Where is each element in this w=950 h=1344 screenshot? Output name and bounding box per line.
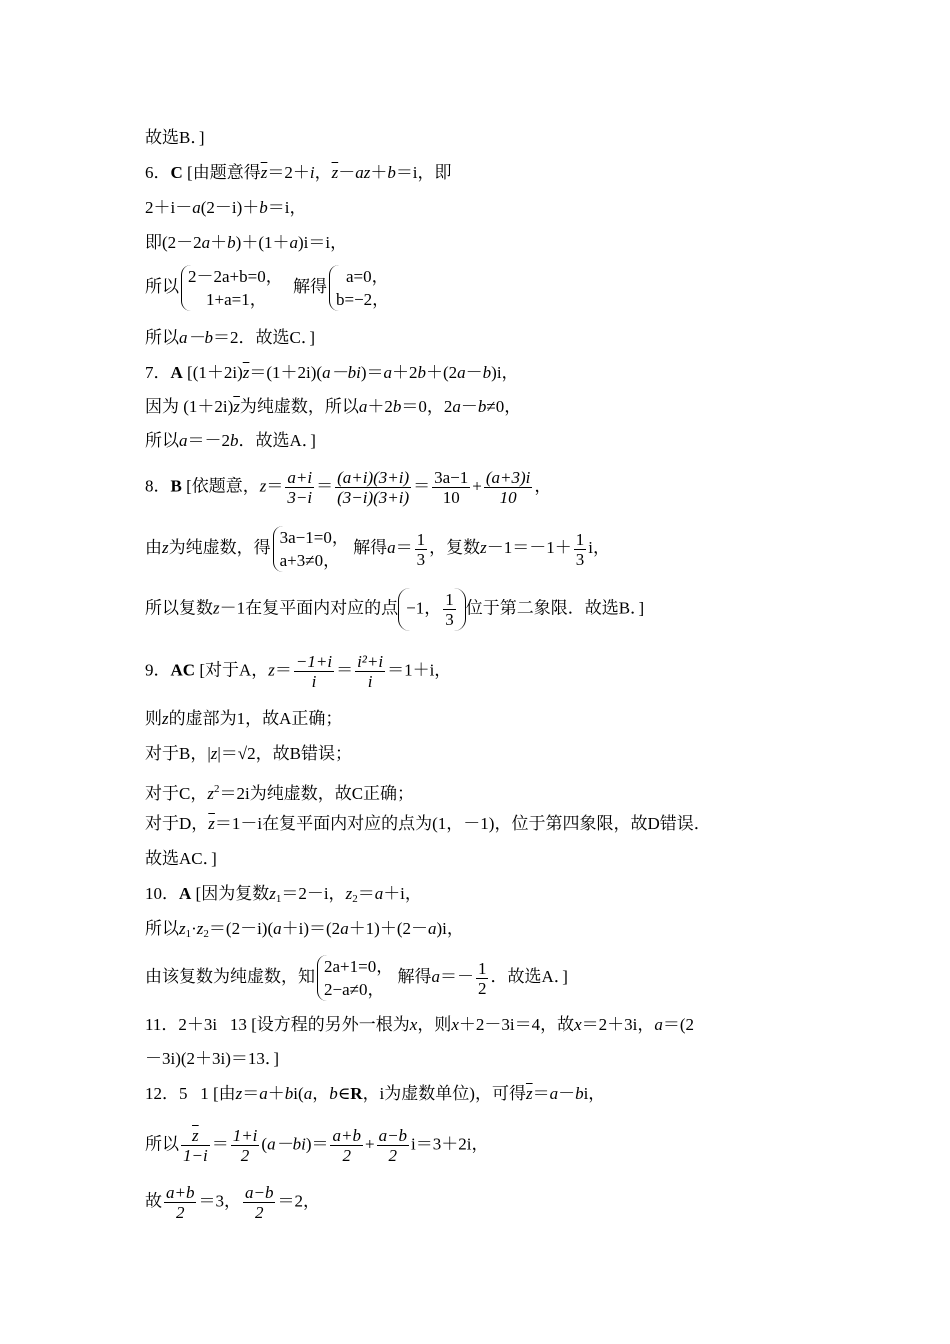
text: ＝2i为纯虚数，故C正确； — [219, 784, 415, 803]
text: ＋2－3i＝4，故 — [458, 1015, 575, 1034]
text: ＝i，即 — [395, 163, 452, 182]
text-line — [145, 813, 711, 835]
text: ＝2＋ — [267, 163, 310, 182]
numerator: 1 — [416, 529, 426, 549]
numerator: $\overline{z}$ — [181, 1126, 210, 1146]
text: [因为复数 — [195, 884, 270, 903]
text: ＝ — [242, 1084, 260, 1103]
fraction — [231, 1126, 260, 1165]
fraction — [484, 468, 533, 507]
text: ＝ — [357, 884, 375, 903]
var: b — [387, 163, 396, 182]
text: i， — [583, 1084, 606, 1103]
text-line — [145, 396, 521, 418]
text: + — [472, 476, 482, 496]
var: a－b — [179, 328, 213, 347]
var: z — [207, 784, 214, 803]
fraction — [243, 1183, 275, 1222]
equation-system — [329, 265, 389, 311]
text: ＝2＋3i， — [581, 1015, 655, 1034]
text: ，复数 — [429, 537, 481, 557]
fraction — [355, 652, 385, 691]
var: z — [179, 919, 186, 938]
numerator: a+b — [332, 1126, 361, 1145]
text: 解得 — [397, 966, 432, 986]
equation-system — [273, 526, 349, 572]
text-line — [145, 197, 307, 219]
numerator: (a+3)i — [485, 468, 531, 487]
text: 位于第二象限．故选B．] — [465, 598, 645, 618]
var: a — [457, 363, 466, 382]
question-number: 6． — [145, 163, 171, 182]
text-line — [145, 232, 347, 254]
var: $\overline{z}$ — [525, 1084, 533, 1103]
var: a — [431, 966, 440, 986]
equation-system — [181, 265, 283, 311]
fraction — [164, 1183, 196, 1222]
var: a — [192, 198, 201, 217]
text: 即(2－2 — [145, 233, 202, 252]
denominator: 3 — [575, 549, 585, 569]
var: a — [259, 1084, 268, 1103]
numerator: a+b — [166, 1183, 195, 1202]
text: ＝(1＋2i)( — [249, 363, 323, 382]
var: az — [355, 163, 371, 182]
fraction — [294, 652, 334, 691]
var: z — [235, 1084, 243, 1103]
text: ，i为虚数单位)，可得 — [362, 1084, 526, 1103]
var: a — [387, 537, 396, 557]
numerator: a−b — [244, 1183, 274, 1202]
denominator: 2 — [254, 1203, 264, 1222]
fraction-line: 8．B [依题意，z＝ $\frac{a+i}{3-i}$ ＝ $\frac{(a+i)(3+i)}{(3-i)(3+i)}$ ＝ $\frac{3a-1}{10}$ + $\frac{(a+3)i}{10}$ ， — [145, 468, 552, 507]
text: )i＝i， — [298, 233, 348, 252]
superscript: 2 — [213, 783, 220, 795]
text: ∈ — [337, 1084, 351, 1103]
var: a — [201, 233, 211, 252]
denominator: 2 — [175, 1203, 185, 1222]
root: √2 — [237, 744, 256, 763]
text: ＝ — [211, 1134, 229, 1154]
fraction — [415, 530, 428, 569]
text: － — [558, 1084, 576, 1103]
var: $\overline{z}$ — [260, 163, 268, 182]
text-line — [145, 918, 464, 945]
var: b — [227, 233, 236, 252]
equation-system-line — [145, 955, 568, 1001]
var: z — [196, 919, 204, 938]
answer: AC — [170, 660, 196, 680]
text-line — [145, 1083, 605, 1105]
var: a－bi — [322, 363, 361, 382]
text: 因为 (1＋2i) — [145, 397, 234, 416]
answer: 5 — [179, 1084, 188, 1103]
text-line: －3i)(2＋3i)＝13．] — [145, 1049, 280, 1068]
denominator: i — [367, 672, 373, 691]
var: z — [345, 884, 353, 903]
text: 所以 — [145, 919, 179, 938]
text: ＋ — [210, 233, 228, 252]
denominator: 10 — [442, 488, 460, 507]
text: )i， — [436, 919, 464, 938]
fraction — [377, 1126, 409, 1165]
text: ＝ — [274, 660, 292, 680]
question-number: 12． — [145, 1084, 179, 1103]
var: x — [574, 1015, 582, 1034]
text: ．故选A．] — [490, 966, 568, 986]
numerator: 1 — [477, 958, 487, 978]
text: ， — [314, 163, 332, 182]
text: ．故选A．] — [238, 431, 316, 450]
answer: 13 — [229, 1015, 247, 1034]
fraction-line: 9．AC [对于A，z＝ $\frac{-1+i}{i}$ ＝ $\frac{\text{i²+i}}{i}$ ＝1＋i， — [145, 652, 452, 691]
var: b — [392, 397, 402, 416]
equation: 2－2a+b=0， — [188, 267, 283, 286]
text: 由该复数为纯虚数，知 — [145, 966, 315, 986]
real-set-symbol: R — [350, 1084, 363, 1103]
fraction — [476, 959, 489, 998]
var: z — [210, 744, 218, 763]
text: )＝ — [360, 363, 384, 382]
subscript: 2 — [352, 893, 358, 905]
denominator: 3 — [445, 610, 454, 629]
answer: A — [179, 884, 192, 903]
denominator: 1−i — [183, 1146, 208, 1165]
equation: b=−2， — [335, 290, 390, 309]
text: 的虚部为1，故A正确； — [168, 709, 343, 728]
var: a — [383, 363, 392, 382]
question-number: 9． — [145, 660, 171, 680]
subscript: 2 — [203, 928, 209, 940]
text: ＋i， — [383, 884, 422, 903]
var: z — [162, 537, 169, 557]
text: ＝ — [395, 537, 413, 557]
answer: 1 — [200, 1084, 209, 1103]
var: z — [259, 476, 267, 496]
text: 对于B，| — [145, 744, 211, 763]
equation-system-line — [145, 526, 610, 572]
text: ＝2， — [277, 1191, 320, 1211]
text: ， — [534, 476, 552, 496]
var: z — [480, 537, 487, 557]
text: ＋(2 — [426, 363, 458, 382]
var: a — [358, 397, 368, 416]
text: ＝ — [532, 1084, 550, 1103]
numerator: i²+i — [357, 652, 384, 671]
var: $\overline{z}$ — [242, 363, 250, 382]
fraction-line — [145, 1126, 489, 1165]
var: a — [289, 233, 298, 252]
denominator: 2 — [388, 1146, 398, 1165]
var: b — [482, 363, 492, 382]
text: ≠0， — [486, 397, 522, 416]
equation-system — [317, 955, 393, 1001]
var: b — [575, 1084, 584, 1103]
text-line — [145, 362, 519, 384]
answer: A — [170, 363, 183, 382]
point-coordinates — [398, 588, 466, 631]
fraction — [285, 468, 314, 507]
var: a — [374, 884, 384, 903]
text: ＝(2－i)( — [208, 919, 274, 938]
var: $\overline{z}$ — [331, 163, 339, 182]
var: z — [213, 598, 220, 618]
numerator: a+i — [287, 468, 313, 487]
text: [设方程的另外一根为 — [251, 1015, 410, 1034]
text: 对于C， — [145, 784, 208, 803]
equation: 1+a=1， — [206, 290, 267, 309]
var: z — [269, 884, 276, 903]
var: a — [428, 919, 437, 938]
var: a — [179, 431, 188, 450]
equation-system-line — [145, 265, 389, 311]
var: z — [162, 709, 169, 728]
text: ＝3， — [198, 1191, 241, 1211]
question-number: 10． — [145, 884, 179, 903]
fraction — [335, 468, 411, 507]
numerator: 3a−1 — [434, 468, 469, 487]
fraction-line — [145, 1183, 320, 1222]
answer: C — [170, 163, 183, 182]
text: ＋2 — [367, 397, 393, 416]
denominator: 2 — [240, 1146, 250, 1165]
text-line: 故选B．] — [145, 128, 205, 147]
text: ＝2－i， — [281, 884, 346, 903]
var: b — [329, 1084, 338, 1103]
text: [依题意， — [186, 476, 260, 496]
text: 所以复数 — [145, 598, 213, 618]
text: ＝ — [266, 476, 284, 496]
fraction — [432, 468, 470, 507]
answer: 2＋3i — [178, 1015, 218, 1034]
text-line — [145, 743, 352, 765]
var: b — [477, 397, 487, 416]
equation: 2−a≠0， — [324, 980, 385, 999]
text: － — [338, 163, 356, 182]
var: z — [268, 660, 275, 680]
answer: B — [170, 476, 182, 496]
text: 解得 — [292, 276, 327, 296]
text: [对于A， — [199, 660, 269, 680]
var: i — [309, 163, 315, 182]
text: 对于D， — [145, 814, 209, 833]
var: b — [417, 363, 426, 382]
text: ＝0，2 — [401, 397, 453, 416]
text: [由 — [213, 1084, 236, 1103]
text-line — [145, 327, 315, 349]
numerator: 1 — [445, 590, 454, 609]
text: ＝1＋i， — [387, 660, 452, 680]
text: －1在复平面内对应的点 — [219, 598, 399, 618]
text: ，故B错误； — [255, 744, 352, 763]
text: )i， — [491, 363, 519, 382]
text: ＝2．故选C．] — [213, 328, 315, 347]
var: a — [340, 919, 349, 938]
denominator: i — [311, 672, 317, 691]
text-line — [145, 588, 644, 631]
denominator: 3−i — [287, 488, 313, 507]
denominator: 3 — [416, 549, 426, 569]
text: ＝1－i在复平面内对应的点为(1，－1)，位于第四象限，故D错误． — [214, 814, 711, 833]
text: － — [460, 397, 478, 416]
text: －1＝－1＋ — [486, 537, 572, 557]
text: 为纯虚数，得 — [168, 537, 271, 557]
text: ，则 — [417, 1015, 452, 1034]
text: |＝ — [217, 744, 238, 763]
text: 所以 — [145, 431, 179, 450]
fraction — [330, 1126, 362, 1165]
numerator: (a+i)(3+i) — [337, 468, 410, 487]
text: ＋1)＋(2－ — [348, 919, 429, 938]
text: 所以 — [145, 1134, 179, 1154]
equation: 2a+1=0， — [324, 957, 394, 976]
text: ＋ — [267, 1084, 285, 1103]
equation: a+3≠0， — [279, 551, 341, 570]
text: ＋ — [370, 163, 388, 182]
text: 为纯虚数，所以 — [239, 397, 359, 416]
text: i， — [588, 537, 610, 557]
denominator: 2 — [477, 978, 487, 998]
var: a — [654, 1015, 663, 1034]
coordinate: −1， — [406, 598, 442, 618]
text: + — [364, 1134, 375, 1154]
numerator: 1+i — [232, 1126, 258, 1145]
question-number: 11． — [145, 1015, 179, 1034]
text: 2＋i－ — [145, 198, 193, 217]
text: － — [465, 363, 483, 382]
text: (2－i)＋ — [200, 198, 260, 217]
denominator: (3−i)(3+i) — [337, 488, 410, 507]
text: ＝i， — [267, 198, 307, 217]
text: ( — [261, 1134, 268, 1154]
text: )＋(1＋ — [235, 233, 290, 252]
text: ＋i)＝(2 — [281, 919, 341, 938]
text-line — [145, 883, 422, 910]
text: [由题意得 — [187, 163, 261, 182]
var: a — [273, 919, 282, 938]
subscript: 1 — [275, 893, 282, 905]
question-number: 8． — [145, 476, 171, 496]
var: b — [284, 1084, 294, 1103]
text-line — [145, 1014, 694, 1036]
text-line — [145, 708, 342, 730]
text: 故 — [145, 1191, 162, 1211]
fraction — [574, 530, 587, 569]
var: b — [259, 198, 268, 217]
text: ， — [312, 1084, 330, 1103]
denominator: 2 — [342, 1146, 351, 1165]
numerator: a−b — [378, 1126, 408, 1145]
denominator: 10 — [499, 488, 517, 507]
text: i＝3＋2i， — [411, 1134, 489, 1154]
text: ＝－ — [439, 966, 474, 986]
var: a — [549, 1084, 559, 1103]
var: b — [230, 431, 239, 450]
text-line: 故选AC．] — [145, 849, 217, 868]
text: 由 — [145, 537, 162, 557]
numerator: 1 — [575, 529, 585, 549]
text: ＝(2 — [662, 1015, 695, 1034]
text: [(1＋2i) — [187, 363, 243, 382]
text-line — [145, 430, 316, 452]
text: ＝－2 — [187, 431, 230, 450]
var: x — [451, 1015, 459, 1034]
text: ＋2 — [392, 363, 418, 382]
text: 则 — [145, 709, 162, 728]
question-number: 7． — [145, 363, 171, 382]
fraction — [181, 1126, 210, 1165]
text: 所以 — [145, 328, 179, 347]
fraction — [443, 590, 456, 629]
text-line — [145, 778, 414, 805]
text: )＝ — [305, 1134, 329, 1154]
equation: a=0， — [345, 267, 389, 286]
var: a－bi — [267, 1134, 306, 1154]
text: i( — [293, 1084, 304, 1103]
subscript: 1 — [185, 928, 192, 940]
var: $\overline{z}$ — [208, 814, 215, 833]
var: a — [303, 1084, 313, 1103]
var: $\overline{z}$ — [233, 397, 240, 416]
numerator: −1+i — [295, 652, 333, 671]
text-line — [145, 162, 452, 184]
text: · — [191, 919, 197, 938]
var: a — [452, 397, 461, 416]
text: 解得 — [353, 537, 388, 557]
equation: 3a−1=0， — [279, 528, 349, 547]
text: 所以 — [145, 276, 179, 296]
var: x — [409, 1015, 418, 1034]
